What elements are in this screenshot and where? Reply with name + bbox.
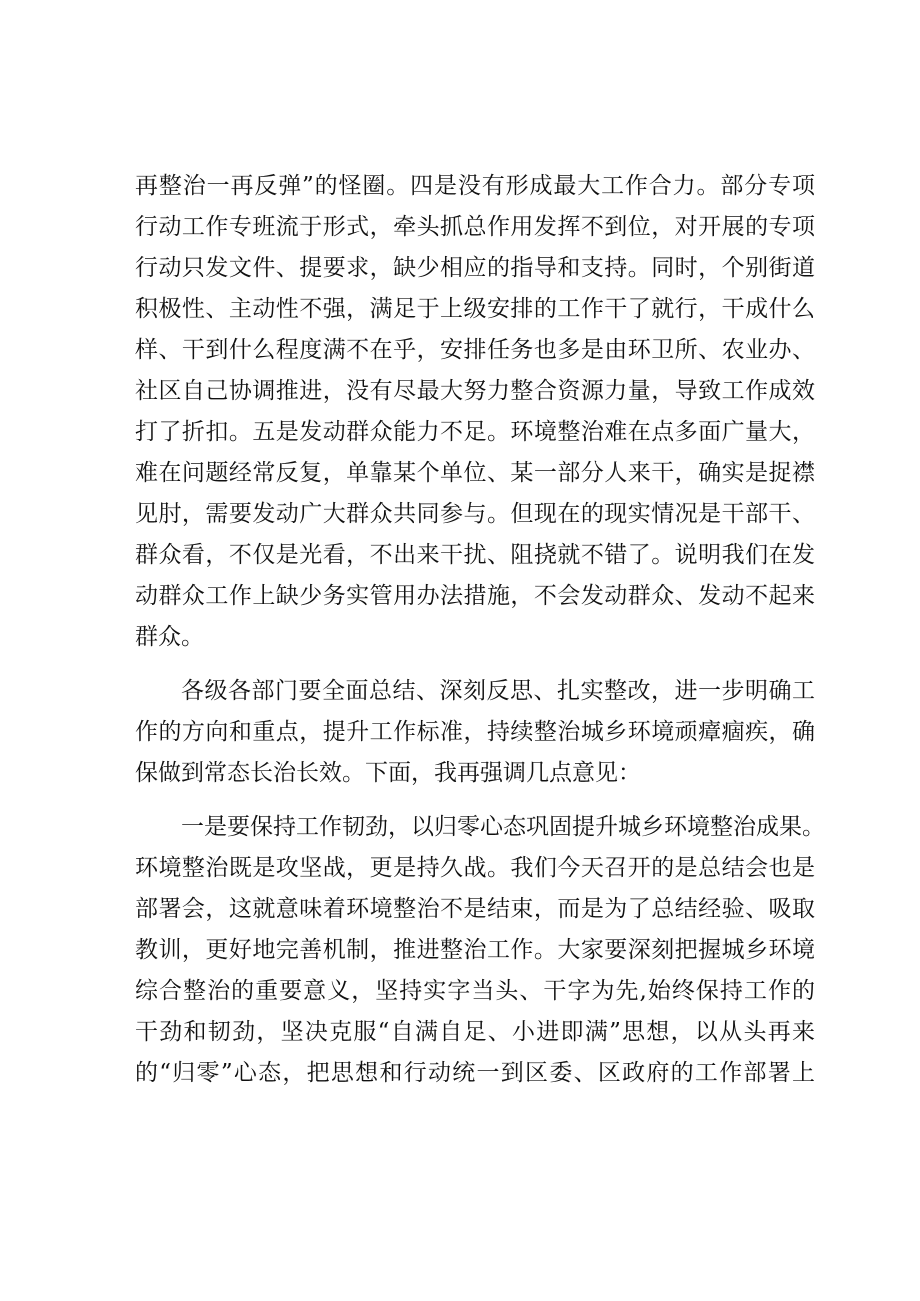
- p1-line-2: 行动工作专班流于形式，牵头抓总作用发挥不到位，对开展的专项: [135, 214, 815, 240]
- p1-line-9: 见肘，需要发动广大群众共同参与。但现在的现实情况是干部干、: [135, 501, 815, 527]
- p1-line-1: 再整治一再反弹”的怪圈。四是没有形成最大工作合力。部分专项: [135, 173, 815, 199]
- p3-line-7: 的“归零”心态，把思想和行动统一到区委、区政府的工作部署上: [135, 1060, 815, 1086]
- p1-line-11: 动群众工作上缺少务实管用办法措施，不会发动群众、发动不起来: [135, 583, 815, 609]
- p3-line-6: 干劲和韧劲，坚决克服“自满自足、小进即满”思想，以从头再来: [135, 1019, 815, 1045]
- p1-line-3: 行动只发文件、提要求，缺少相应的指导和支持。同时，个别街道: [135, 255, 815, 281]
- p2-line-1: 各级各部门要全面总结、深刻反思、扎实整改，进一步明确工: [181, 678, 815, 704]
- p3-line-4: 教训，更好地完善机制，推进整治工作。大家要深刻把握城乡环境: [135, 937, 815, 963]
- p1-line-4: 积极性、主动性不强，满足于上级安排的工作干了就行，干成什么: [135, 296, 815, 322]
- p1-line-8: 难在问题经常反复，单靠某个单位、某一部分人来干，确实是捉襟: [135, 460, 815, 486]
- p2-line-2: 作的方向和重点，提升工作标准，持续整治城乡环境顽瘴痼疾，确: [135, 719, 815, 745]
- p1-line-5: 样、干到什么程度满不在乎，安排任务也多是由环卫所、农业办、: [135, 337, 815, 363]
- p3-line-5: 综合整治的重要意义，坚持实字当头、干字为先,始终保持工作的: [135, 978, 815, 1004]
- p1-line-10: 群众看，不仅是光看，不出来干扰、阻挠就不错了。说明我们在发: [135, 542, 815, 568]
- p2-line-3: 保做到常态长治长效。下面，我再强调几点意见：: [135, 760, 641, 786]
- p3-line-1: 一是要保持工作韧劲，以归零心态巩固提升城乡环境整治成果。: [181, 814, 825, 840]
- p1-line-12: 群众。: [135, 624, 204, 650]
- p1-line-7: 打了折扣。五是发动群众能力不足。环境整治难在点多面广量大，: [135, 419, 815, 445]
- p3-line-2: 环境整治既是攻坚战，更是持久战。我们今天召开的是总结会也是: [135, 855, 815, 881]
- p1-line-6: 社区自己协调推进，没有尽最大努力整合资源力量，导致工作成效: [135, 378, 815, 404]
- p3-line-3: 部署会，这就意味着环境整治不是结束，而是为了总结经验、吸取: [135, 896, 815, 922]
